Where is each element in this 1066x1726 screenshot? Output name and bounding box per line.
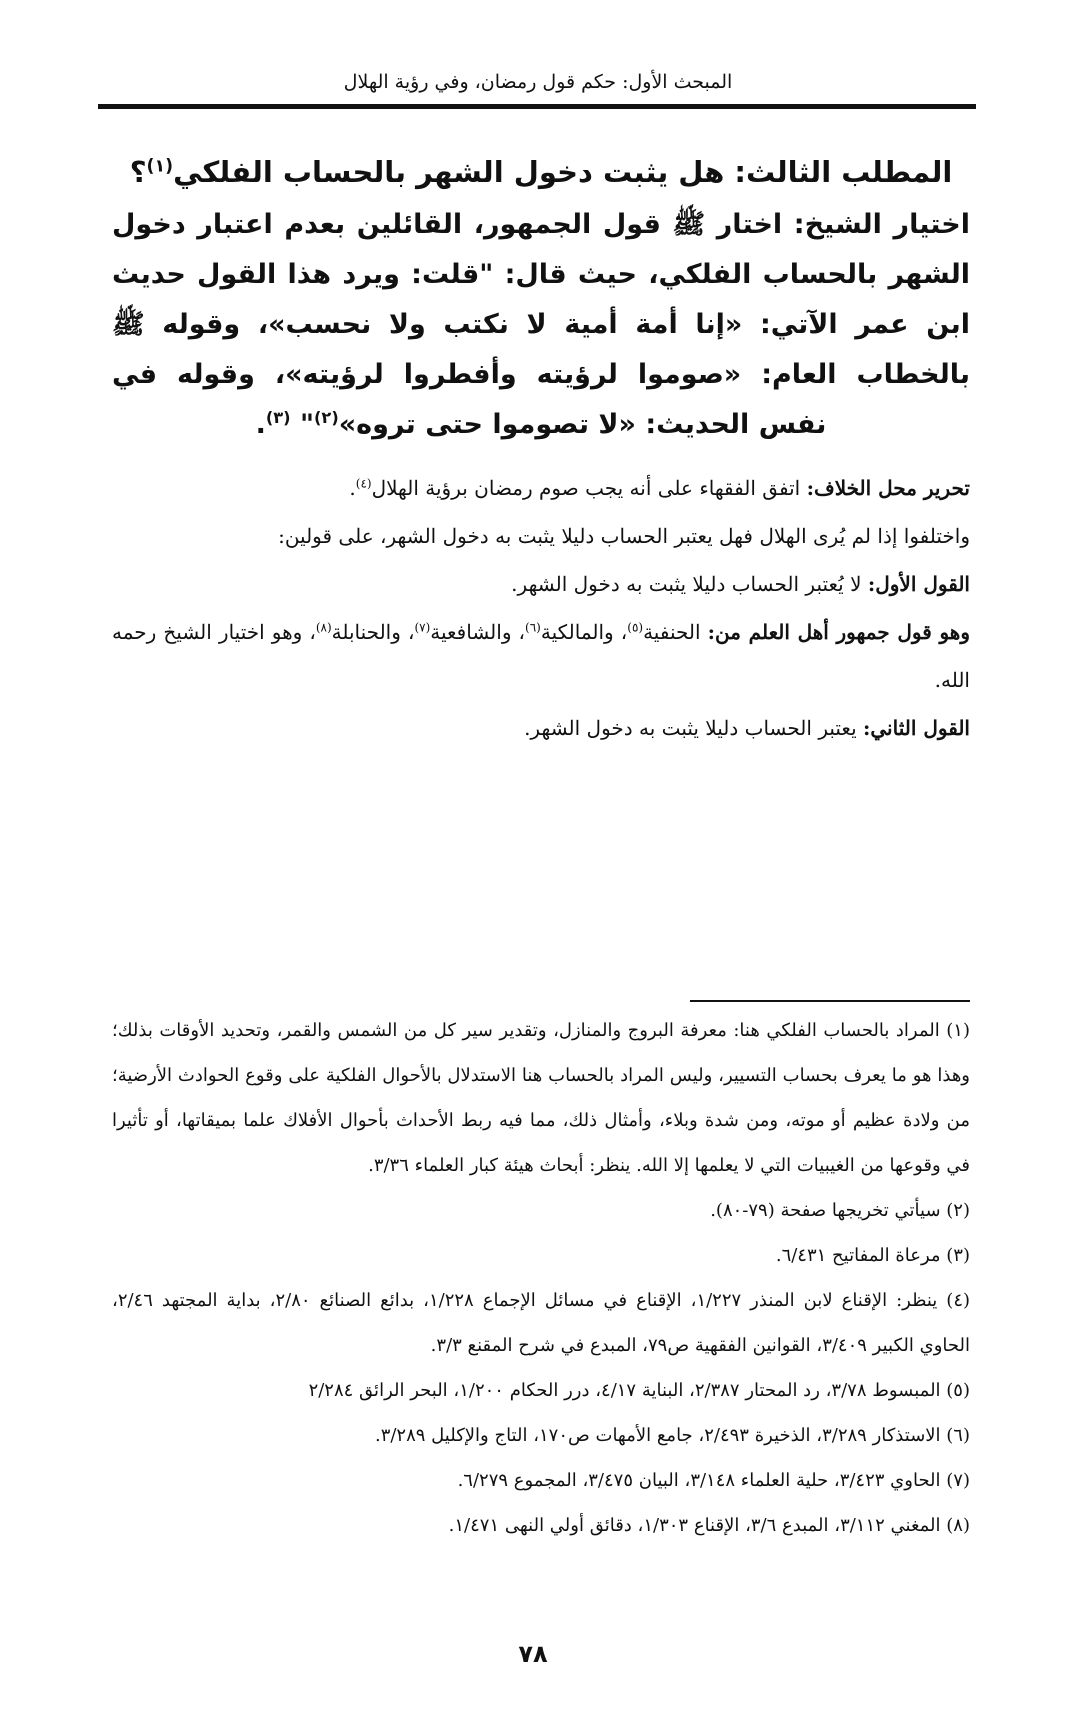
footnote-8: (٨) المغني ٣/١١٢، المبدع ٣/٦، الإقناع ١/٣٠٣، دقائق أولي النهى ١/٤٧١. xyxy=(448,1515,970,1536)
paragraph-dispute xyxy=(112,464,970,512)
quote-close: " xyxy=(299,409,315,440)
majority-shafii: ، والشافعية xyxy=(430,620,526,644)
footnote-3: (٣) مرعاة المفاتيح ٦/٤٣١. xyxy=(775,1245,970,1266)
second-opinion-label: القول الثاني: xyxy=(863,716,970,740)
section-title xyxy=(112,150,970,194)
paragraph-majority xyxy=(112,608,970,704)
second-opinion-text: يعتبر الحساب دليلا يثبت به دخول الشهر. xyxy=(524,716,863,740)
footnote-ref-5[interactable]: (٥) xyxy=(627,620,644,635)
paragraph-first-opinion xyxy=(112,560,970,608)
first-opinion-text: لا يُعتبر الحساب دليلا يثبت به دخول الشهر. xyxy=(511,572,868,596)
footnote-5: (٥) المبسوط ٣/٧٨، رد المحتار ٢/٣٨٧، البناية ٤/١٧، درر الحكام ١/٢٠٠، البحر الرائق ٢/٢٨٤ xyxy=(308,1380,970,1401)
footnote-ref-7[interactable]: (٧) xyxy=(414,620,431,635)
footnote-7: (٧) الحاوي ٣/٤٢٣، حلية العلماء ٣/١٤٨، البيان ٣/٤٧٥، المجموع ٦/٢٧٩. xyxy=(457,1470,970,1491)
section-title-text: المطلب الثالث: هل يثبت دخول الشهر بالحساب الفلكي xyxy=(173,155,953,189)
footnote-separator xyxy=(690,1000,970,1002)
quote-end: . xyxy=(255,409,266,440)
dispute-end: . xyxy=(349,476,356,500)
footnote-4: (٤) ينظر: الإقناع لابن المنذر ١/٢٢٧، الإقناع في مسائل الإجماع ١/٢٢٨، بدائع الصنائع ٢/٨٠، بداية المجتهد ٢/٤٦، الحاوي الكبير ٣/٤٠٩، القوانين الفقهية ص٧٩، المبدع في شرح المقنع ٣/٣. xyxy=(112,1290,971,1356)
footnote-ref-1[interactable]: (١) xyxy=(146,156,174,177)
main-content xyxy=(112,150,970,752)
page-number: ٧٨ xyxy=(518,1640,548,1668)
footnotes xyxy=(112,1008,970,1548)
footnote-ref-2[interactable]: (٢) xyxy=(314,408,339,427)
footnote-ref-6[interactable]: (٦) xyxy=(525,620,541,635)
majority-maliki: ، والمالكية xyxy=(540,620,628,644)
footnote-2: (٢) سيأتي تخريجها صفحة (٧٩-٨٠). xyxy=(710,1200,970,1221)
sheikh-choice-quote xyxy=(112,200,970,450)
majority-label: وهو قول جمهور أهل العلم من: xyxy=(707,620,970,644)
footnote-1: (١) المراد بالحساب الفلكي هنا: معرفة البروج والمنازل، وتقدير سير كل من الشمس والقمر، وتحديد الأوقات بذلك؛ وهذا هو ما يعرف بحساب التسيير، وليس المراد بالحساب هنا الاستدلال بالأحوال الفلكية على وقوع الحوادث الأرضية؛ من ولادة عظيم أو موته، ومن شدة وبلاء، وأمثال ذلك، مما فيه ربط الأحداث بأحوال الأفلاك علما بميقاتها، أو تأثيرا في وقوعها من الغيبيات التي لا يعلمها إلا الله. ينظر: أبحاث هيئة كبار العلماء ٣/٣٦. xyxy=(112,1020,970,1176)
quote-text: اختيار الشيخ: اختار ﷺ قول الجمهور، القائلين بعدم اعتبار دخول الشهر بالحساب الفلكي، حيث قال: "قلت: ويرد هذا القول حديث ابن عمر الآتي: «إنا أمة أمية لا نكتب ولا نحسب»، وقوله ﷺ بالخطاب العام: «صوموا لرؤيته وأفطروا لرؤيته»، وقوله في نفس الحديث: «لا تصوموا حتى تروه» xyxy=(112,209,970,440)
header-rule xyxy=(98,104,976,109)
footnote-6: (٦) الاستذكار ٣/٢٨٩، الذخيرة ٢/٤٩٣، جامع الأمهات ص١٧٠، التاج والإكليل ٣/٢٨٩. xyxy=(374,1425,970,1446)
section-title-end: ؟ xyxy=(129,155,147,189)
majority-hanafi: الحنفية xyxy=(643,620,708,644)
footnote-ref-4[interactable]: (٤) xyxy=(355,476,372,491)
majority-end: ، وهو اختيار الشيخ رحمه الله. xyxy=(112,620,970,692)
paragraph-second-opinion xyxy=(112,704,970,752)
dispute-label: تحرير محل الخلاف: xyxy=(806,476,970,500)
running-header: المبحث الأول: حكم قول رمضان، وفي رؤية الهلال xyxy=(343,71,733,93)
footnote-ref-8[interactable]: (٨) xyxy=(315,620,332,635)
footnote-ref-3[interactable]: (٣) xyxy=(265,408,291,427)
majority-hanbali: ، والحنابلة xyxy=(331,620,415,644)
dispute-text: اتفق الفقهاء على أنه يجب صوم رمضان برؤية الهلال xyxy=(371,476,807,500)
paragraph-disagreement: واختلفوا إذا لم يُرى الهلال فهل يعتبر الحساب دليلا يثبت به دخول الشهر، على قولين: xyxy=(278,524,970,548)
first-opinion-label: القول الأول: xyxy=(867,572,970,596)
